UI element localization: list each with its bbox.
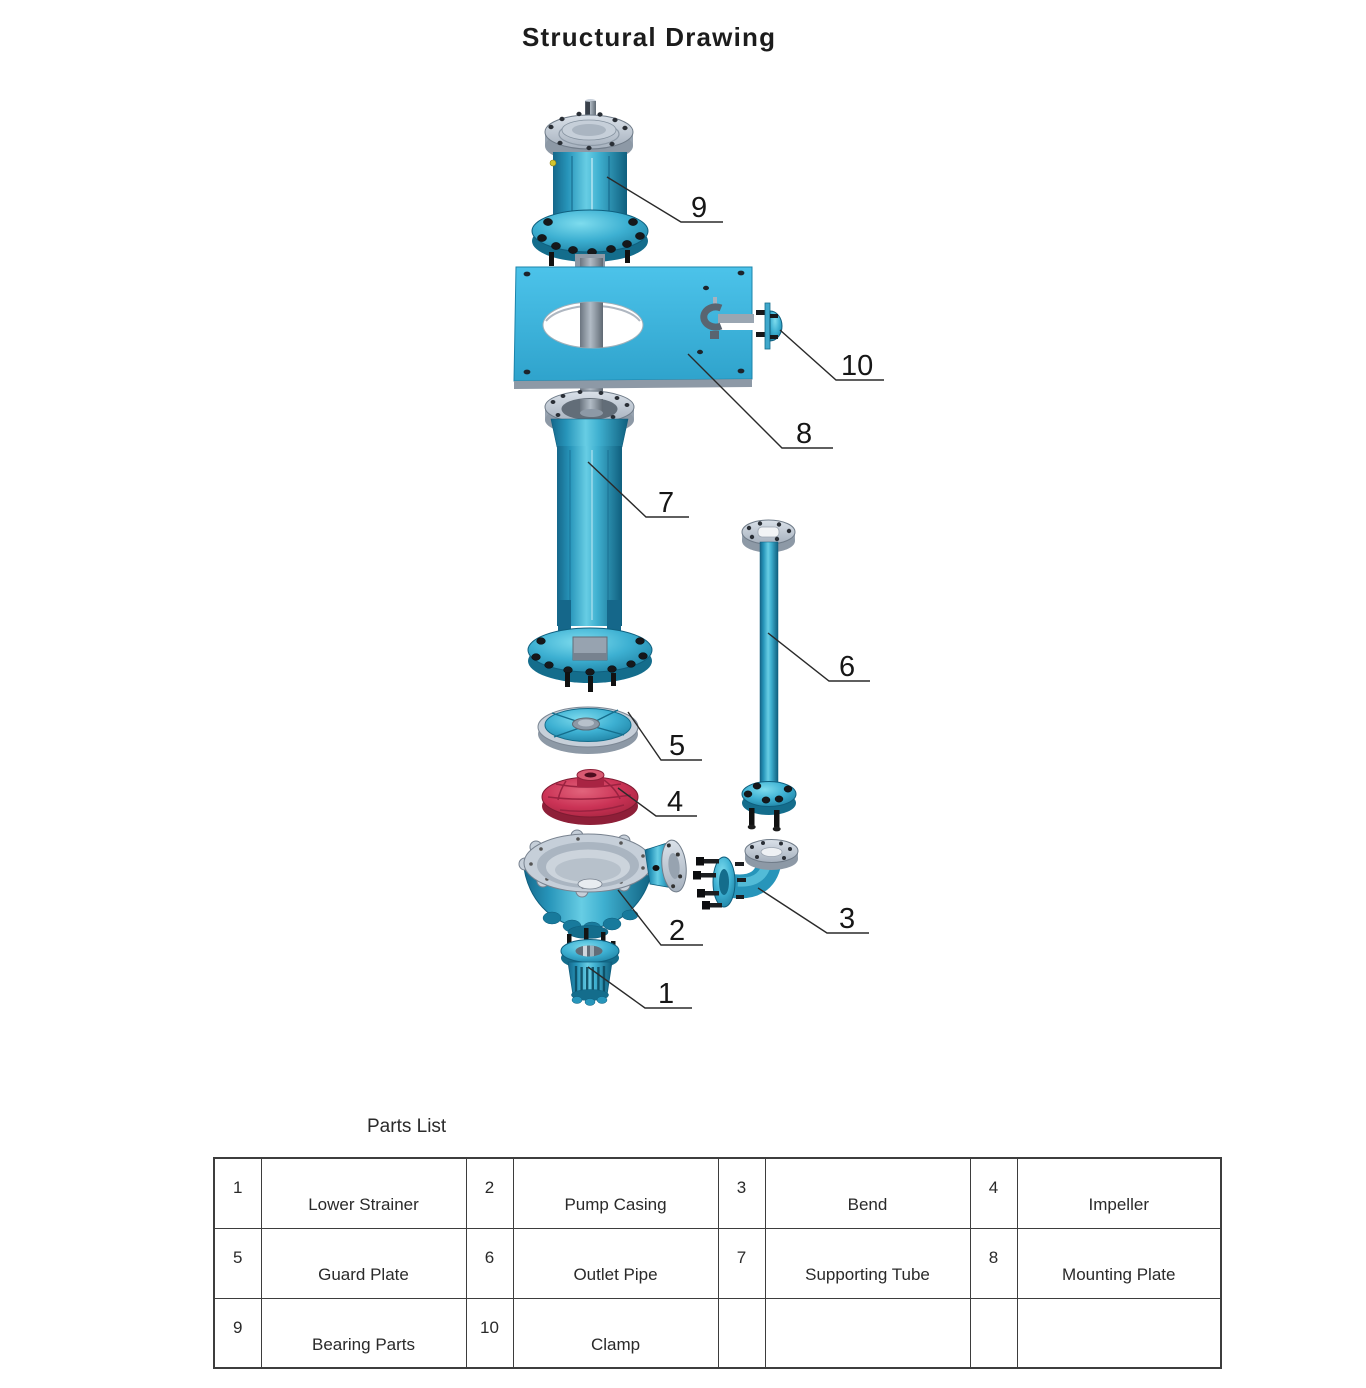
part-name bbox=[765, 1298, 970, 1368]
parts-list-row bbox=[214, 1228, 1221, 1298]
part-number: 1 bbox=[214, 1158, 261, 1228]
part-name: Outlet Pipe bbox=[513, 1228, 718, 1298]
callout-label-6: 6 bbox=[839, 651, 856, 683]
part-guard-plate bbox=[538, 707, 638, 754]
part-name: Clamp bbox=[513, 1298, 718, 1368]
grease-fitting bbox=[550, 160, 556, 166]
part-number: 4 bbox=[970, 1158, 1017, 1228]
callout-label-4: 4 bbox=[667, 786, 684, 818]
callout-label-7: 7 bbox=[658, 487, 675, 519]
part-number: 2 bbox=[466, 1158, 513, 1228]
callout-label-2: 2 bbox=[669, 915, 686, 947]
part-bearing-assembly bbox=[532, 99, 648, 275]
part-lower-strainer bbox=[561, 928, 619, 1006]
callout-label-1: 1 bbox=[658, 978, 675, 1010]
part-impeller bbox=[542, 770, 638, 826]
parts-list-heading: Parts List bbox=[367, 1116, 447, 1137]
part-number: 8 bbox=[970, 1228, 1017, 1298]
part-name: Guard Plate bbox=[261, 1228, 466, 1298]
callout-label-3: 3 bbox=[839, 903, 856, 935]
part-name: Lower Strainer bbox=[261, 1158, 466, 1228]
callout-label-10: 10 bbox=[841, 350, 874, 382]
callout-label-8: 8 bbox=[796, 418, 813, 450]
part-number: 9 bbox=[214, 1298, 261, 1368]
part-clamp bbox=[756, 303, 782, 349]
part-bend bbox=[693, 840, 798, 910]
part-name: Impeller bbox=[1017, 1158, 1221, 1228]
parts-list-row bbox=[214, 1298, 1221, 1368]
part-number: 3 bbox=[718, 1158, 765, 1228]
part-number: 10 bbox=[466, 1298, 513, 1368]
parts-list-row bbox=[214, 1158, 1221, 1228]
part-name bbox=[1017, 1298, 1221, 1368]
part-name: Bend bbox=[765, 1158, 970, 1228]
page-title: Structural Drawing bbox=[522, 22, 777, 52]
part-mounting-plate bbox=[514, 267, 754, 389]
pipe-body bbox=[760, 542, 778, 788]
part-number bbox=[970, 1298, 1017, 1368]
part-number: 7 bbox=[718, 1228, 765, 1298]
part-supporting-tube bbox=[528, 390, 652, 692]
callout-label-5: 5 bbox=[669, 730, 686, 762]
parts-list-table bbox=[213, 1157, 1222, 1369]
part-name: Supporting Tube bbox=[765, 1228, 970, 1298]
part-number: 5 bbox=[214, 1228, 261, 1298]
callout-line-5 bbox=[628, 712, 702, 760]
casing-center-bore bbox=[578, 879, 602, 889]
callout-label-9: 9 bbox=[691, 192, 708, 224]
part-number bbox=[718, 1298, 765, 1368]
part-outlet-pipe bbox=[742, 520, 796, 831]
part-name: Bearing Parts bbox=[261, 1298, 466, 1368]
part-pump-casing bbox=[519, 830, 689, 939]
part-name: Pump Casing bbox=[513, 1158, 718, 1228]
tube-body bbox=[557, 446, 622, 626]
part-number: 6 bbox=[466, 1228, 513, 1298]
part-name: Mounting Plate bbox=[1017, 1228, 1221, 1298]
